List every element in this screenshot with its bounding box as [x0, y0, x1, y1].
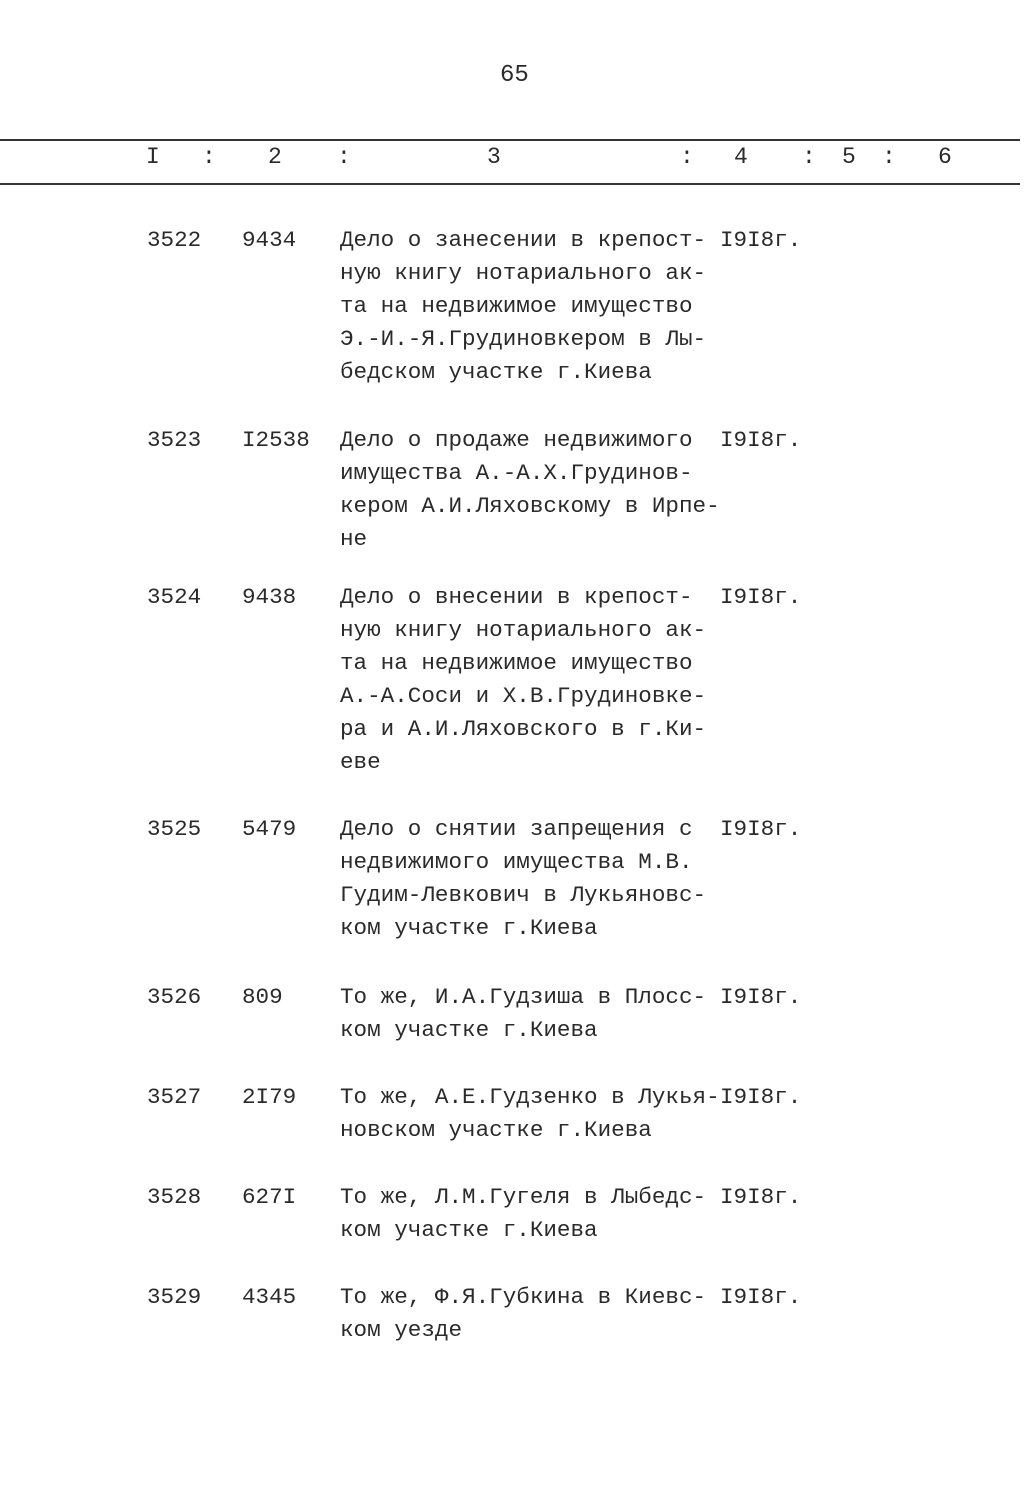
record-number: 3527 — [147, 1084, 202, 1110]
record-description: То же, А.Е.Гудзенко в Лукья- новском участке г.Киева — [340, 1084, 720, 1143]
old-number: 4345 — [242, 1284, 297, 1310]
col-2-header: 2 — [268, 144, 282, 170]
record-number: 3529 — [147, 1284, 202, 1310]
col-4-header: 4 — [734, 144, 748, 170]
record-year: I9I8г. — [720, 227, 802, 253]
record-year: I9I8г. — [720, 816, 802, 842]
record-number: 3523 — [147, 427, 202, 453]
record-number: 3522 — [147, 227, 202, 253]
col-5-header: 5 — [842, 144, 856, 170]
record-year: I9I8г. — [720, 427, 802, 453]
col-separator: : — [802, 144, 816, 170]
col-separator: : — [680, 144, 694, 170]
record-year: I9I8г. — [720, 1184, 802, 1210]
old-number: 809 — [242, 984, 283, 1010]
record-number: 3526 — [147, 984, 202, 1010]
col-separator: : — [337, 144, 351, 170]
header-rule-top — [0, 139, 1020, 141]
old-number: 5479 — [242, 816, 297, 842]
record-year: I9I8г. — [720, 984, 802, 1010]
record-year: I9I8г. — [720, 1284, 802, 1310]
record-description: То же, Л.М.Гугеля в Лыбедс- ком участке г.Киева — [340, 1184, 707, 1243]
record-description: Дело о занесении в крепост- ную книгу нотариального ак- та на недвижимое имущество Э.-И.-Я.Грудиновкером в Лы- бедском участке г.Киева — [340, 227, 707, 385]
record-description: Дело о снятии запрещения с недвижимого имущества М.В. Гудим-Левкович в Лукьяновс- ком участке г.Киева — [340, 816, 707, 941]
page-number: 65 — [500, 62, 529, 89]
col-1-header: I — [146, 144, 160, 170]
col-3-header: 3 — [487, 144, 501, 170]
record-year: I9I8г. — [720, 584, 802, 610]
old-number: 9438 — [242, 584, 297, 610]
record-description: То же, И.А.Гудзиша в Плосс- ком участке г.Киева — [340, 984, 707, 1043]
record-year: I9I8г. — [720, 1084, 802, 1110]
old-number: 9434 — [242, 227, 297, 253]
record-number: 3525 — [147, 816, 202, 842]
old-number: 627I — [242, 1184, 297, 1210]
record-description: Дело о продаже недвижимого имущества А.-А.Х.Грудинов- кером А.И.Ляховскому в Ирпе- не — [340, 427, 720, 552]
record-number: 3528 — [147, 1184, 202, 1210]
old-number: I2538 — [242, 427, 310, 453]
col-separator: : — [882, 144, 896, 170]
col-6-header: 6 — [938, 144, 952, 170]
header-rule-bottom — [0, 183, 1020, 185]
record-description: То же, Ф.Я.Губкина в Киевс- ком уезде — [340, 1284, 707, 1343]
record-number: 3524 — [147, 584, 202, 610]
col-separator: : — [202, 144, 216, 170]
old-number: 2I79 — [242, 1084, 297, 1110]
record-description: Дело о внесении в крепост- ную книгу нотариального ак- та на недвижимое имущество А.-А.Соси и Х.В.Грудиновке- ра и А.И.Ляховского в г.Ки- еве — [340, 584, 707, 775]
